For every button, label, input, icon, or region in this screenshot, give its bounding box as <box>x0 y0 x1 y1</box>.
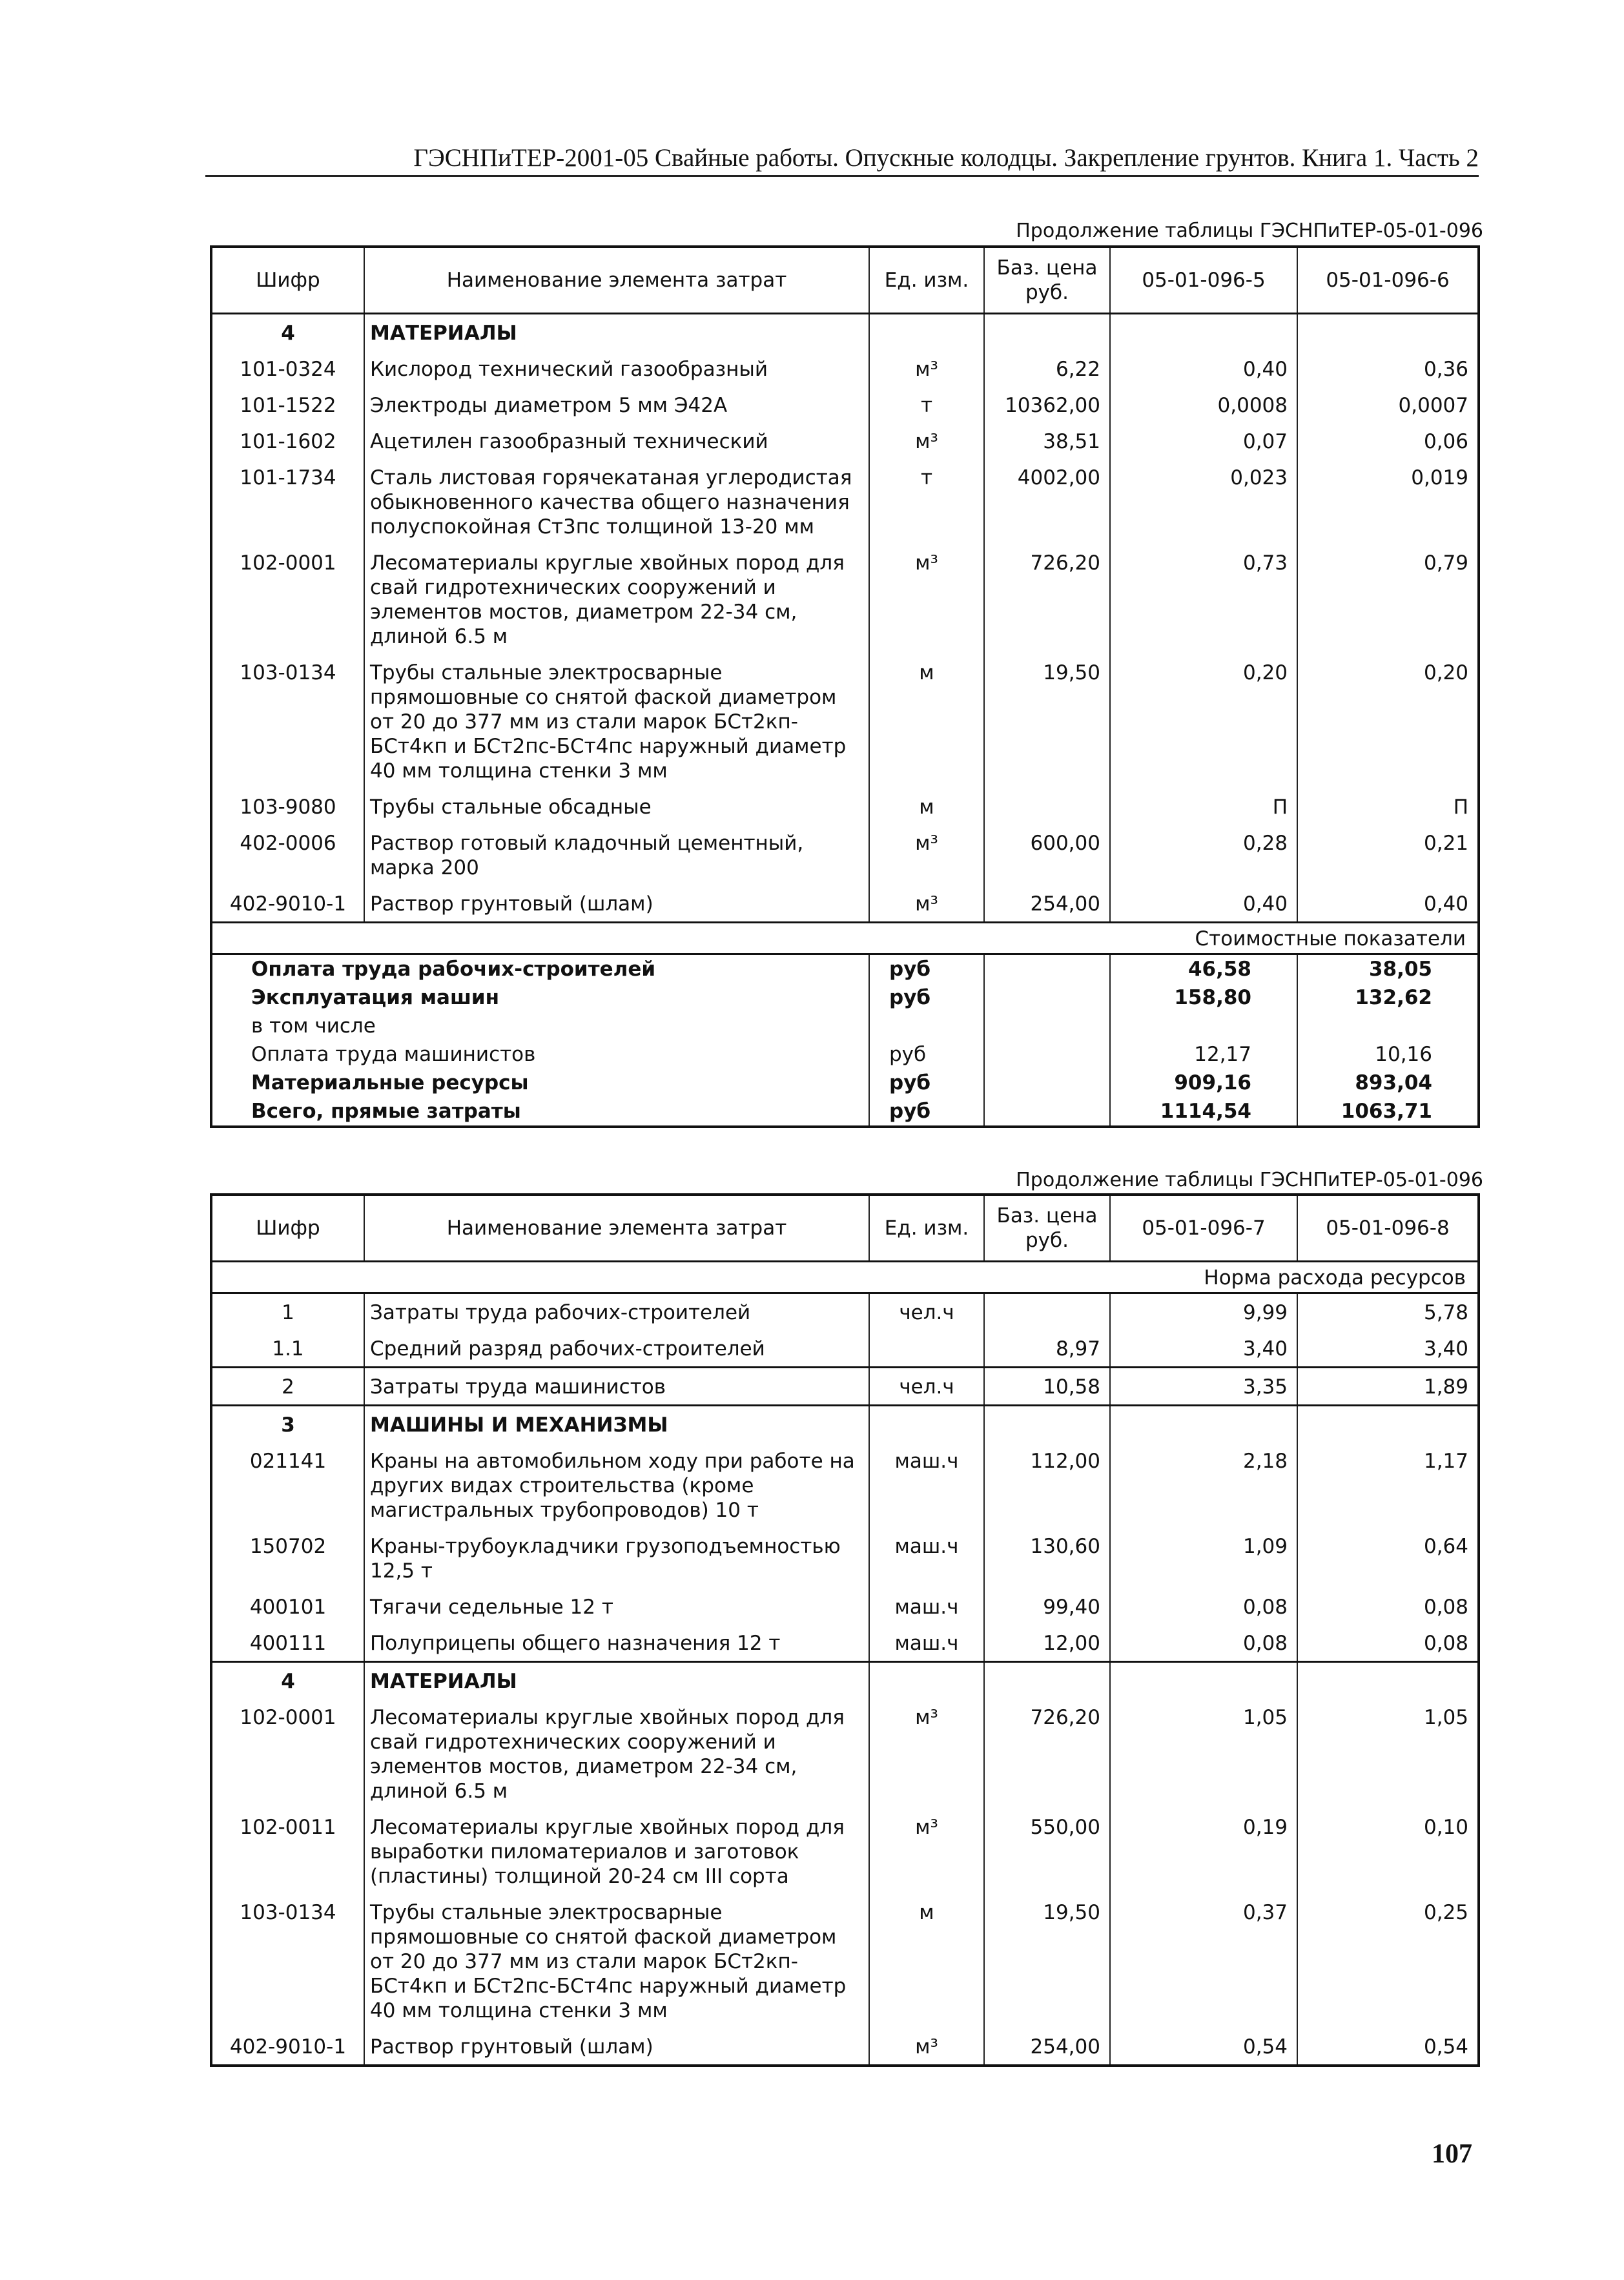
row-code: 1 <box>211 1293 364 1331</box>
row-value-b: 1,17 <box>1297 1443 1479 1528</box>
row-value-b: 0,36 <box>1297 351 1479 387</box>
row-unit <box>869 1662 984 1700</box>
row-name: МАШИНЫ И МЕХАНИЗМЫ <box>364 1406 869 1443</box>
table2 <box>210 1193 1480 2067</box>
row-price: 726,20 <box>984 1699 1110 1809</box>
cost-band-row <box>211 923 1479 954</box>
row-value-a: 0,19 <box>1110 1809 1297 1894</box>
resources-row <box>211 2028 1479 2066</box>
row-value-a: 0,73 <box>1110 544 1297 654</box>
row-name: Полуприцепы общего назначения 12 т <box>364 1625 869 1662</box>
cost-label: в том числе <box>211 1012 869 1040</box>
cost-unit: руб <box>869 983 984 1012</box>
cost-value-b: 132,62 <box>1297 983 1479 1012</box>
row-value-a: 0,54 <box>1110 2028 1297 2066</box>
row-unit: т <box>869 387 984 423</box>
row-value-b: 0,08 <box>1297 1588 1479 1625</box>
row-value-b: 0,06 <box>1297 423 1479 459</box>
row-code: 4 <box>211 314 364 351</box>
row-price: 254,00 <box>984 885 1110 923</box>
cost-row <box>211 1040 1479 1069</box>
row-value-b: 0,64 <box>1297 1528 1479 1588</box>
materials-row <box>211 387 1479 423</box>
row-price: 99,40 <box>984 1588 1110 1625</box>
row-value-a: 0,08 <box>1110 1625 1297 1662</box>
table1-caption: Продолжение таблицы ГЭСНПиТЕР-05-01-096 <box>1016 220 1483 242</box>
materials-row <box>211 351 1479 387</box>
row-code: 101-1734 <box>211 459 364 544</box>
row-value-b <box>1297 314 1479 351</box>
row-value-b: 0,79 <box>1297 544 1479 654</box>
row-price: 254,00 <box>984 2028 1110 2066</box>
cost-label: Оплата труда рабочих-строителей <box>211 954 869 984</box>
row-name: Трубы стальные обсадные <box>364 788 869 825</box>
col-header-price: Баз. цена руб. <box>984 1195 1110 1262</box>
row-code: 101-1602 <box>211 423 364 459</box>
cost-value-b <box>1297 1012 1479 1040</box>
row-value-a: 3,35 <box>1110 1368 1297 1406</box>
table1-header-row <box>211 247 1479 314</box>
col-header-a: 05-01-096-7 <box>1110 1195 1297 1262</box>
cost-label: Эксплуатация машин <box>211 983 869 1012</box>
row-price <box>984 788 1110 825</box>
row-code: 400101 <box>211 1588 364 1625</box>
row-unit: м³ <box>869 423 984 459</box>
row-unit: чел.ч <box>869 1368 984 1406</box>
row-value-b: 1,89 <box>1297 1368 1479 1406</box>
row-value-a: 2,18 <box>1110 1443 1297 1528</box>
norm-band: Норма расхода ресурсов <box>211 1262 1479 1293</box>
materials-row <box>211 459 1479 544</box>
cost-value-b: 38,05 <box>1297 954 1479 984</box>
col-header-price: Баз. цена руб. <box>984 247 1110 314</box>
cost-value-a: 158,80 <box>1110 983 1297 1012</box>
resources-row <box>211 1699 1479 1809</box>
materials-row <box>211 544 1479 654</box>
cost-unit: руб <box>869 1069 984 1097</box>
row-unit: маш.ч <box>869 1625 984 1662</box>
cost-unit: руб <box>869 954 984 984</box>
row-unit <box>869 1330 984 1368</box>
row-value-a <box>1110 1406 1297 1443</box>
row-unit <box>869 314 984 351</box>
row-value-a: 0,37 <box>1110 1894 1297 2028</box>
row-code: 101-1522 <box>211 387 364 423</box>
row-code: 2 <box>211 1368 364 1406</box>
cost-row <box>211 983 1479 1012</box>
row-price <box>984 1293 1110 1331</box>
col-header-name: Наименование элемента затрат <box>364 247 869 314</box>
resources-row <box>211 1330 1479 1368</box>
row-value-a: 0,28 <box>1110 825 1297 885</box>
header-rule <box>205 175 1479 177</box>
row-price: 19,50 <box>984 1894 1110 2028</box>
resources-row <box>211 1528 1479 1588</box>
row-price <box>984 1662 1110 1700</box>
row-name: Ацетилен газообразный технический <box>364 423 869 459</box>
cost-label: Материальные ресурсы <box>211 1069 869 1097</box>
row-value-b: П <box>1297 788 1479 825</box>
cost-value-a <box>1110 1012 1297 1040</box>
materials-row <box>211 654 1479 788</box>
cost-price-empty <box>984 1012 1110 1040</box>
row-value-b: 0,08 <box>1297 1625 1479 1662</box>
materials-row <box>211 788 1479 825</box>
cost-unit: руб <box>869 1040 984 1069</box>
row-value-a <box>1110 314 1297 351</box>
row-value-a: 0,40 <box>1110 885 1297 923</box>
running-head: ГЭСНПиТЕР-2001-05 Свайные работы. Опускные колодцы. Закрепление грунтов. Книга 1. Часть 2 <box>413 144 1479 172</box>
row-unit: м³ <box>869 885 984 923</box>
row-price: 12,00 <box>984 1625 1110 1662</box>
row-code: 103-0134 <box>211 654 364 788</box>
row-value-a: П <box>1110 788 1297 825</box>
row-unit: м³ <box>869 825 984 885</box>
row-price: 38,51 <box>984 423 1110 459</box>
cost-price-empty <box>984 1069 1110 1097</box>
resources-row <box>211 1443 1479 1528</box>
materials-row <box>211 314 1479 351</box>
cost-row <box>211 1069 1479 1097</box>
table1 <box>210 245 1480 1128</box>
row-price: 600,00 <box>984 825 1110 885</box>
row-code: 402-0006 <box>211 825 364 885</box>
row-price: 10,58 <box>984 1368 1110 1406</box>
row-value-b: 0,25 <box>1297 1894 1479 2028</box>
row-unit: маш.ч <box>869 1588 984 1625</box>
materials-row <box>211 885 1479 923</box>
row-name: Лесоматериалы круглые хвойных пород для свай гидротехнических сооружений и элементов мостов, диаметром 22-34 см, длиной 6.5 м <box>364 544 869 654</box>
row-name: МАТЕРИАЛЫ <box>364 1662 869 1700</box>
row-code: 1.1 <box>211 1330 364 1368</box>
row-value-b: 0,019 <box>1297 459 1479 544</box>
materials-row <box>211 423 1479 459</box>
row-name: Лесоматериалы круглые хвойных пород для выработки пиломатериалов и заготовок (пластины) толщиной 20-24 см III сорта <box>364 1809 869 1894</box>
col-header-unit: Ед. изм. <box>869 247 984 314</box>
norm-band-row <box>211 1262 1479 1293</box>
cost-unit: руб <box>869 1097 984 1127</box>
row-value-a: 0,08 <box>1110 1588 1297 1625</box>
col-header-code: Шифр <box>211 1195 364 1262</box>
cost-row <box>211 1097 1479 1127</box>
row-price: 112,00 <box>984 1443 1110 1528</box>
row-code: 402-9010-1 <box>211 885 364 923</box>
row-unit: маш.ч <box>869 1528 984 1588</box>
row-unit: чел.ч <box>869 1293 984 1331</box>
row-value-b: 3,40 <box>1297 1330 1479 1368</box>
row-name: Электроды диаметром 5 мм Э42А <box>364 387 869 423</box>
table2-caption: Продолжение таблицы ГЭСНПиТЕР-05-01-096 <box>1016 1169 1483 1191</box>
row-name: Лесоматериалы круглые хвойных пород для свай гидротехнических сооружений и элементов мостов, диаметром 22-34 см, длиной 6.5 м <box>364 1699 869 1809</box>
cost-value-a: 46,58 <box>1110 954 1297 984</box>
row-price <box>984 314 1110 351</box>
resources-row <box>211 1588 1479 1625</box>
row-value-a <box>1110 1662 1297 1700</box>
row-value-b: 0,40 <box>1297 885 1479 923</box>
cost-value-a: 909,16 <box>1110 1069 1297 1097</box>
resources-row <box>211 1368 1479 1406</box>
col-header-code: Шифр <box>211 247 364 314</box>
row-code: 150702 <box>211 1528 364 1588</box>
col-header-b: 05-01-096-8 <box>1297 1195 1479 1262</box>
cost-unit <box>869 1012 984 1040</box>
row-name: Сталь листовая горячекатаная углеродистая обыкновенного качества общего назначения полуспокойная Ст3пс толщиной 13-20 мм <box>364 459 869 544</box>
row-value-a: 3,40 <box>1110 1330 1297 1368</box>
row-value-b: 0,0007 <box>1297 387 1479 423</box>
row-value-a: 0,023 <box>1110 459 1297 544</box>
row-value-a: 0,07 <box>1110 423 1297 459</box>
row-value-b: 0,10 <box>1297 1809 1479 1894</box>
row-unit: м³ <box>869 544 984 654</box>
row-value-b <box>1297 1662 1479 1700</box>
row-unit: м <box>869 1894 984 2028</box>
materials-row <box>211 825 1479 885</box>
row-code: 4 <box>211 1662 364 1700</box>
row-code: 102-0001 <box>211 1699 364 1809</box>
row-name: Раствор готовый кладочный цементный, марка 200 <box>364 825 869 885</box>
row-price: 6,22 <box>984 351 1110 387</box>
row-price: 19,50 <box>984 654 1110 788</box>
row-price: 726,20 <box>984 544 1110 654</box>
cost-value-b: 893,04 <box>1297 1069 1479 1097</box>
row-name: Средний разряд рабочих-строителей <box>364 1330 869 1368</box>
row-name: Трубы стальные электросварные прямошовные со снятой фаской диаметром от 20 до 377 мм из стали марок БСт2кп-БСт4кп и БСт2пс-БСт4пс наружный диаметр 40 мм толщина стенки 3 мм <box>364 1894 869 2028</box>
row-price: 550,00 <box>984 1809 1110 1894</box>
cost-value-a: 12,17 <box>1110 1040 1297 1069</box>
row-value-b: 0,21 <box>1297 825 1479 885</box>
row-unit: м <box>869 788 984 825</box>
cost-label: Оплата труда машинистов <box>211 1040 869 1069</box>
resources-row <box>211 1809 1479 1894</box>
cost-price-empty <box>984 954 1110 984</box>
row-unit: м³ <box>869 351 984 387</box>
cost-row <box>211 1012 1479 1040</box>
resources-row <box>211 1406 1479 1443</box>
row-value-b: 0,20 <box>1297 654 1479 788</box>
row-unit: м <box>869 654 984 788</box>
row-price: 8,97 <box>984 1330 1110 1368</box>
resources-row <box>211 1293 1479 1331</box>
row-code: 402-9010-1 <box>211 2028 364 2066</box>
row-unit: м³ <box>869 1809 984 1894</box>
row-value-a: 0,20 <box>1110 654 1297 788</box>
row-code: 3 <box>211 1406 364 1443</box>
row-name: Затраты труда рабочих-строителей <box>364 1293 869 1331</box>
row-unit <box>869 1406 984 1443</box>
cost-value-b: 1063,71 <box>1297 1097 1479 1127</box>
cost-row <box>211 954 1479 984</box>
row-value-a: 1,05 <box>1110 1699 1297 1809</box>
row-code: 103-0134 <box>211 1894 364 2028</box>
row-code: 021141 <box>211 1443 364 1528</box>
resources-row <box>211 1894 1479 2028</box>
row-name: Раствор грунтовый (шлам) <box>364 2028 869 2066</box>
col-header-a: 05-01-096-5 <box>1110 247 1297 314</box>
cost-label: Всего, прямые затраты <box>211 1097 869 1127</box>
resources-row <box>211 1625 1479 1662</box>
row-value-a: 1,09 <box>1110 1528 1297 1588</box>
row-unit: т <box>869 459 984 544</box>
row-code: 101-0324 <box>211 351 364 387</box>
row-name: Раствор грунтовый (шлам) <box>364 885 869 923</box>
row-value-b: 0,54 <box>1297 2028 1479 2066</box>
resources-row <box>211 1662 1479 1700</box>
row-code: 102-0011 <box>211 1809 364 1894</box>
row-price <box>984 1406 1110 1443</box>
col-header-b: 05-01-096-6 <box>1297 247 1479 314</box>
row-name: Трубы стальные электросварные прямошовные со снятой фаской диаметром от 20 до 377 мм из стали марок БСт2кп-БСт4кп и БСт2пс-БСт4пс наружный диаметр 40 мм толщина стенки 3 мм <box>364 654 869 788</box>
page-number: 107 <box>1432 2139 1472 2169</box>
table2-header-row <box>211 1195 1479 1262</box>
cost-price-empty <box>984 1097 1110 1127</box>
row-unit: м³ <box>869 1699 984 1809</box>
row-unit: м³ <box>869 2028 984 2066</box>
cost-price-empty <box>984 983 1110 1012</box>
row-name: Краны-трубоукладчики грузоподъемностью 12,5 т <box>364 1528 869 1588</box>
row-code: 102-0001 <box>211 544 364 654</box>
row-name: Затраты труда машинистов <box>364 1368 869 1406</box>
row-value-a: 0,0008 <box>1110 387 1297 423</box>
row-value-b: 5,78 <box>1297 1293 1479 1331</box>
row-value-a: 0,40 <box>1110 351 1297 387</box>
row-name: Тягачи седельные 12 т <box>364 1588 869 1625</box>
row-code: 103-9080 <box>211 788 364 825</box>
row-name: МАТЕРИАЛЫ <box>364 314 869 351</box>
col-header-name: Наименование элемента затрат <box>364 1195 869 1262</box>
col-header-unit: Ед. изм. <box>869 1195 984 1262</box>
row-code: 400111 <box>211 1625 364 1662</box>
row-price: 130,60 <box>984 1528 1110 1588</box>
row-price: 10362,00 <box>984 387 1110 423</box>
row-name: Краны на автомобильном ходу при работе на других видах строительства (кроме магистральных трубопроводов) 10 т <box>364 1443 869 1528</box>
cost-band: Стоимостные показатели <box>211 923 1479 954</box>
row-value-a: 9,99 <box>1110 1293 1297 1331</box>
cost-price-empty <box>984 1040 1110 1069</box>
row-price: 4002,00 <box>984 459 1110 544</box>
row-value-b <box>1297 1406 1479 1443</box>
row-unit: маш.ч <box>869 1443 984 1528</box>
row-value-b: 1,05 <box>1297 1699 1479 1809</box>
row-name: Кислород технический газообразный <box>364 351 869 387</box>
cost-value-a: 1114,54 <box>1110 1097 1297 1127</box>
cost-value-b: 10,16 <box>1297 1040 1479 1069</box>
